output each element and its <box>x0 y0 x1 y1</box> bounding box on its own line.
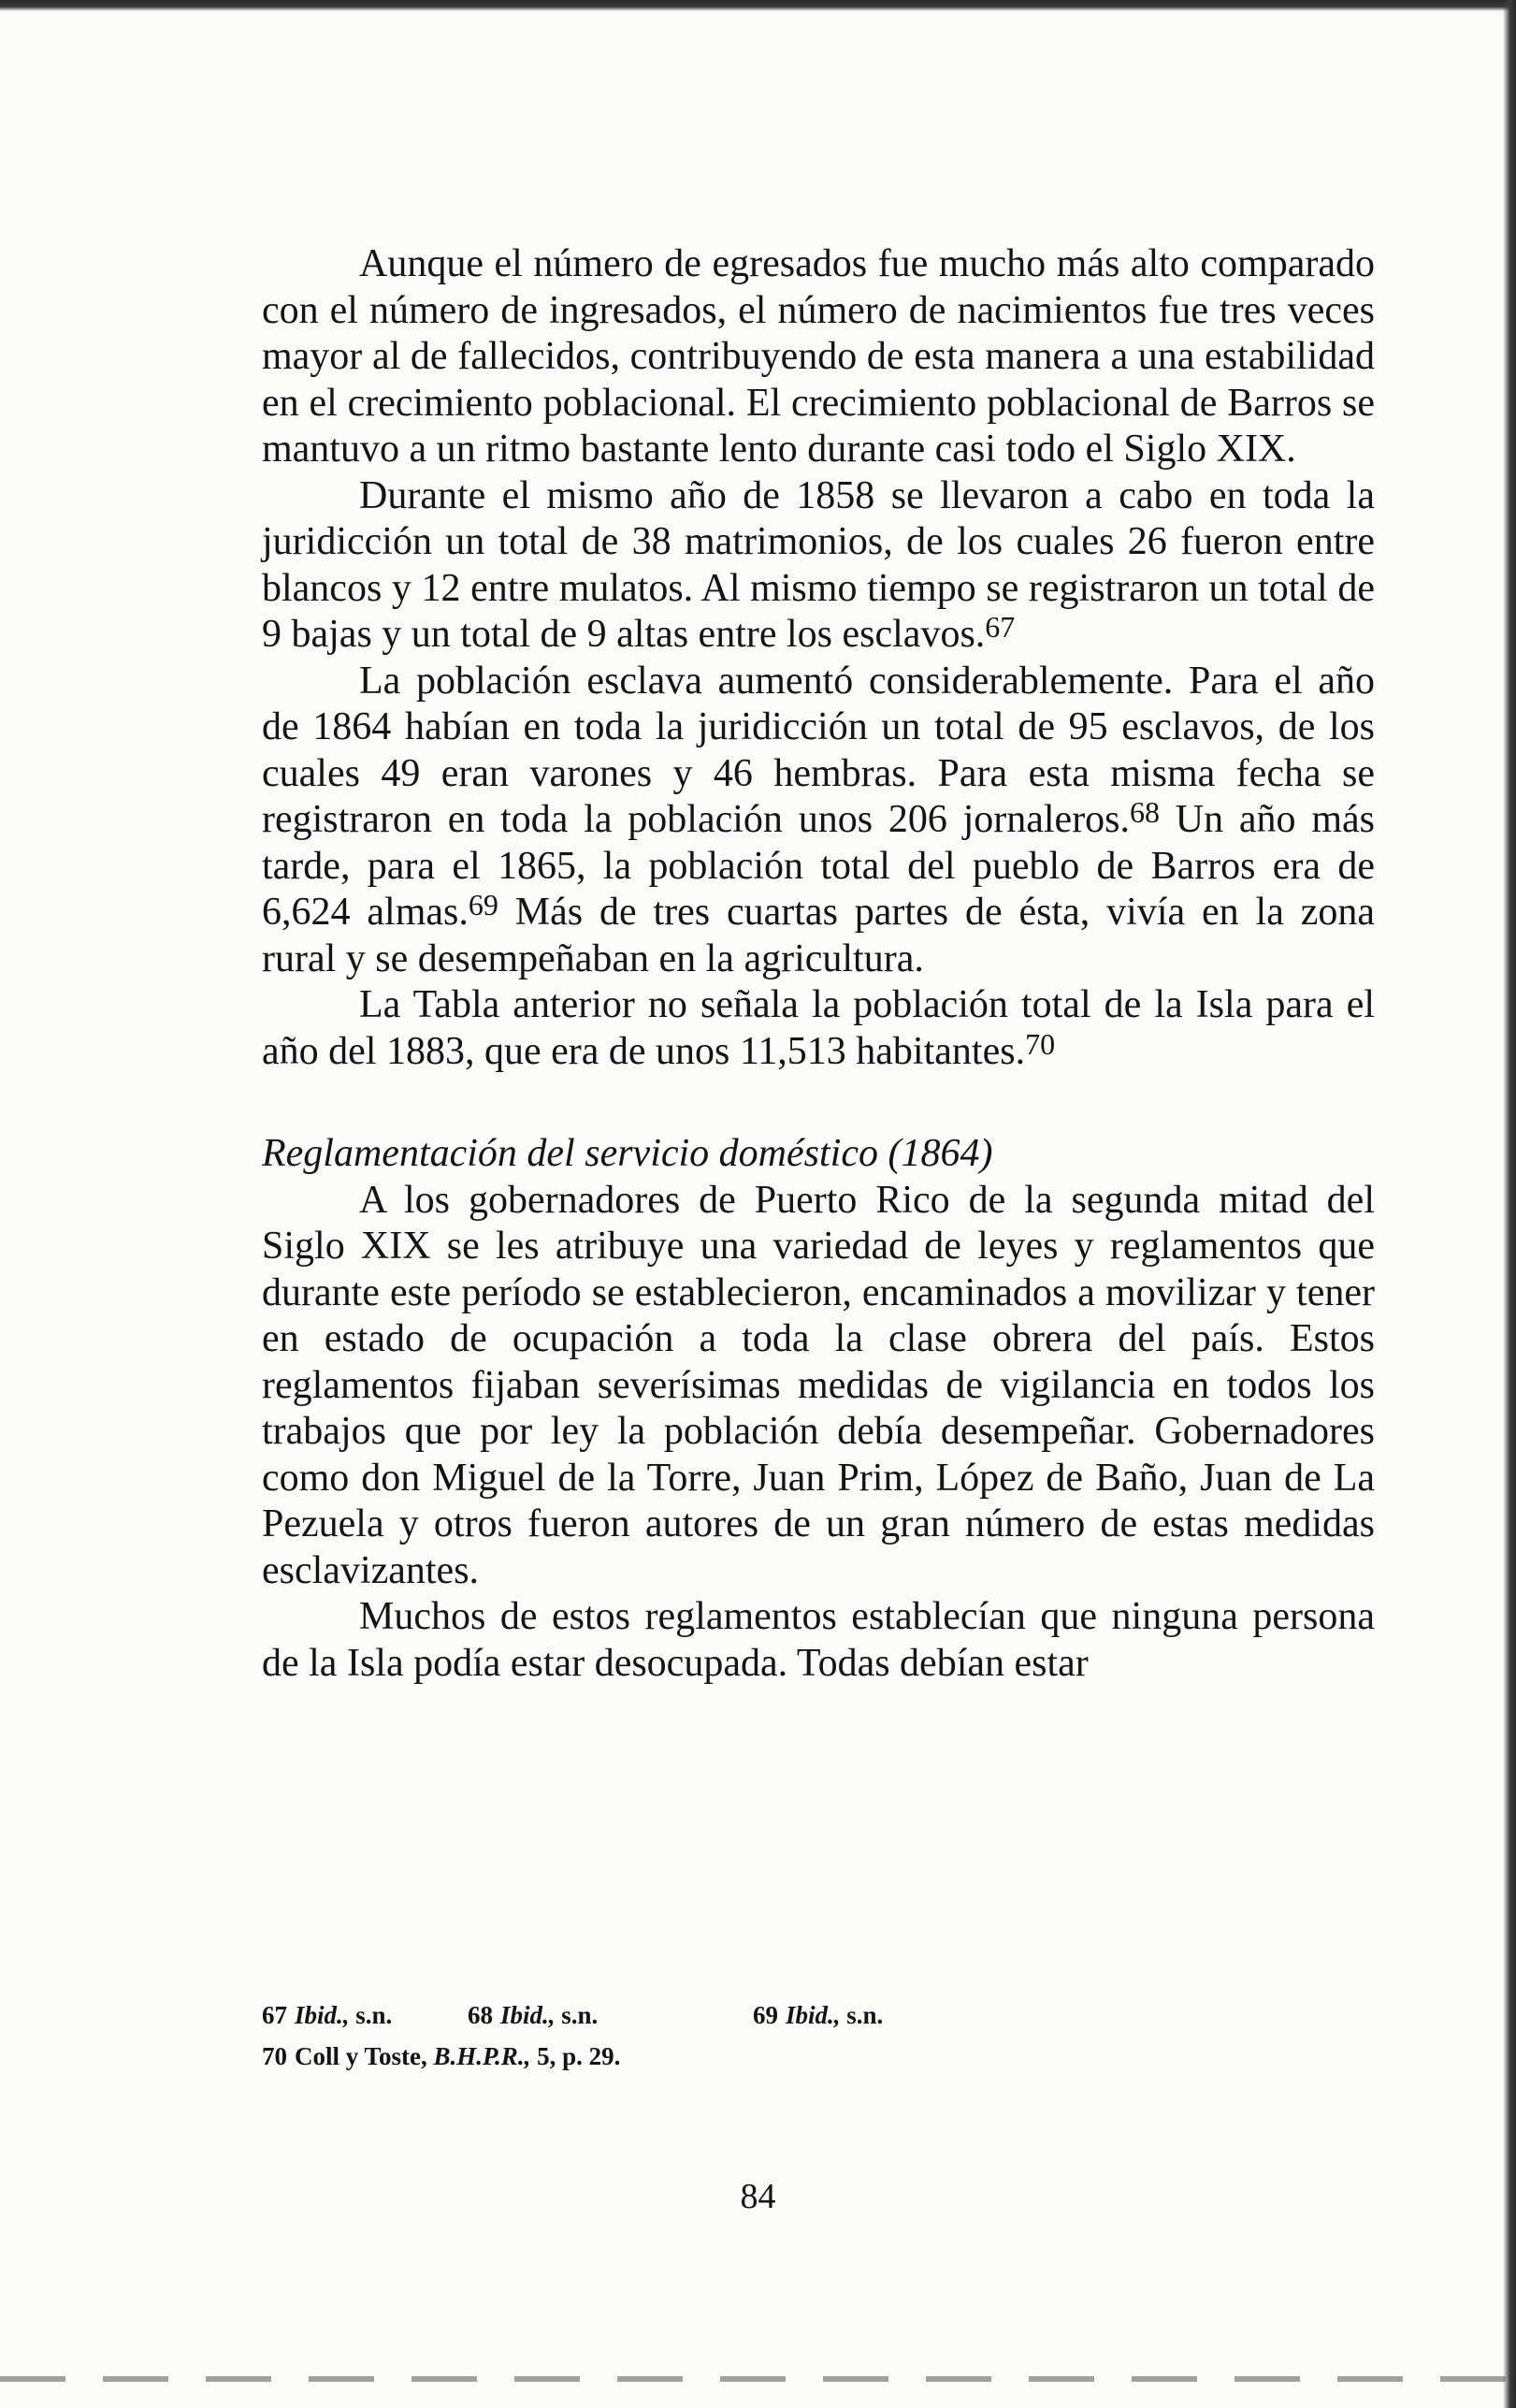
footnote-reference: Ibid., <box>295 2001 350 2029</box>
page-body <box>262 241 1375 1687</box>
footnote-ref-70[interactable]: 70 <box>1025 1026 1056 1061</box>
scan-top-edge <box>0 0 1516 11</box>
footnote-rest: s.n. <box>555 2001 599 2029</box>
footnote-number: 68 <box>468 2001 493 2029</box>
section-paragraph-2: Muchos de estos reglamentos establecían que ninguna persona de la Isla podía estar desocupada. Todas debían estar <box>262 1595 1375 1685</box>
footnote-70 <box>262 2036 620 2077</box>
paragraph-1-text: Aunque el número de egresados fue mucho más alto comparado con el número de ingresados, el número de nacimientos fue tres veces mayor al de fallecidos, contribuyendo de esta manera a una estabilidad en el crecimiento poblacional. El crecimiento poblacional de Barros se mantuvo a un ritmo bastante lento durante casi todo el Siglo XIX. <box>262 242 1375 471</box>
footnote-rest: 5, p. 29. <box>530 2042 621 2070</box>
footnote-ref-69[interactable]: 69 <box>468 888 498 921</box>
scan-right-edge <box>1503 0 1516 2408</box>
footnote-rest: s.n. <box>349 2001 393 2029</box>
paragraph-4 <box>262 982 1375 1075</box>
paragraph-3 <box>262 659 1375 983</box>
footnote-number: 69 <box>753 2001 778 2029</box>
footnote-number: 67 <box>262 2001 287 2029</box>
paragraph-4-text: La Tabla anterior no señala la población total de la Isla para el año del 1883, que era de unos 11,513 habitantes. <box>262 983 1375 1073</box>
footnote-ref-67[interactable]: 67 <box>985 610 1016 644</box>
footnote-reference: Ibid., <box>786 2001 841 2029</box>
footnote-row-1 <box>262 1995 1375 2036</box>
section-paragraph-1: A los gobernadores de Puerto Rico de la segunda mitad del Siglo XIX se les atribuye una variedad de leyes y reglamentos que durante este período se establecieron, encaminados a movilizar y tener en estado de ocupación a toda la clase obrera del país. Estos reglamentos fijaban severísimas medidas de vigilancia en todos los trabajos que por ley la población debía desempeñar. Gobernadores como don Miguel de la Torre, Juan Prim, López de Baño, Juan de La Pezuela y otros fueron autores de un gran número de estas medidas esclavizantes. <box>262 1178 1375 1592</box>
footnote-ref-68[interactable]: 68 <box>1130 795 1161 829</box>
footnotes <box>262 1995 1375 2077</box>
paragraph-3-text-c: Más de tres cuartas partes de ésta, vivía en la zona rural y se desempeñaban en la agricultura. <box>262 891 1376 980</box>
footnote-67 <box>262 1995 468 2036</box>
footnote-69 <box>753 1995 987 2036</box>
paragraph-3-text-a: La población esclava aumentó considerablemente. Para el año de 1864 habían en toda la juridicción un total de 95 esclavos, de los cuales 49 eran varones y 46 hembras. Para esta misma fecha se registraron en toda la población unos 206 jornaleros. <box>262 659 1375 841</box>
section-gap <box>262 1075 1375 1131</box>
section-heading: Reglamentación del servicio doméstico (1864) <box>262 1132 993 1175</box>
footnote-author: Coll y Toste, <box>295 2042 434 2070</box>
footnote-68 <box>468 1995 753 2036</box>
footnote-rest: s.n. <box>840 2001 884 2029</box>
page-number: 84 <box>740 2177 776 2216</box>
footnote-number: 70 <box>262 2042 287 2070</box>
scan-bottom-edge <box>0 2376 1516 2382</box>
paragraph-1 <box>262 241 1375 473</box>
footnote-reference: Ibid., <box>500 2001 556 2029</box>
paragraph-2 <box>262 473 1375 659</box>
paragraph-3-text-b: Un año más tarde, para el 1865, la población total del pueblo de Barros era de 6,624 almas. <box>262 798 1375 934</box>
footnote-row-2 <box>262 2036 1375 2077</box>
paragraph-2-text: Durante el mismo año de 1858 se llevaron a cabo en toda la juridicción un total de 38 matrimonios, de los cuales 26 fueron entre blancos y 12 entre mulatos. Al mismo tiempo se registraron un total de 9 bajas y un total de 9 altas entre los esclavos. <box>262 473 1375 656</box>
footnote-reference: B.H.P.R., <box>433 2042 531 2070</box>
